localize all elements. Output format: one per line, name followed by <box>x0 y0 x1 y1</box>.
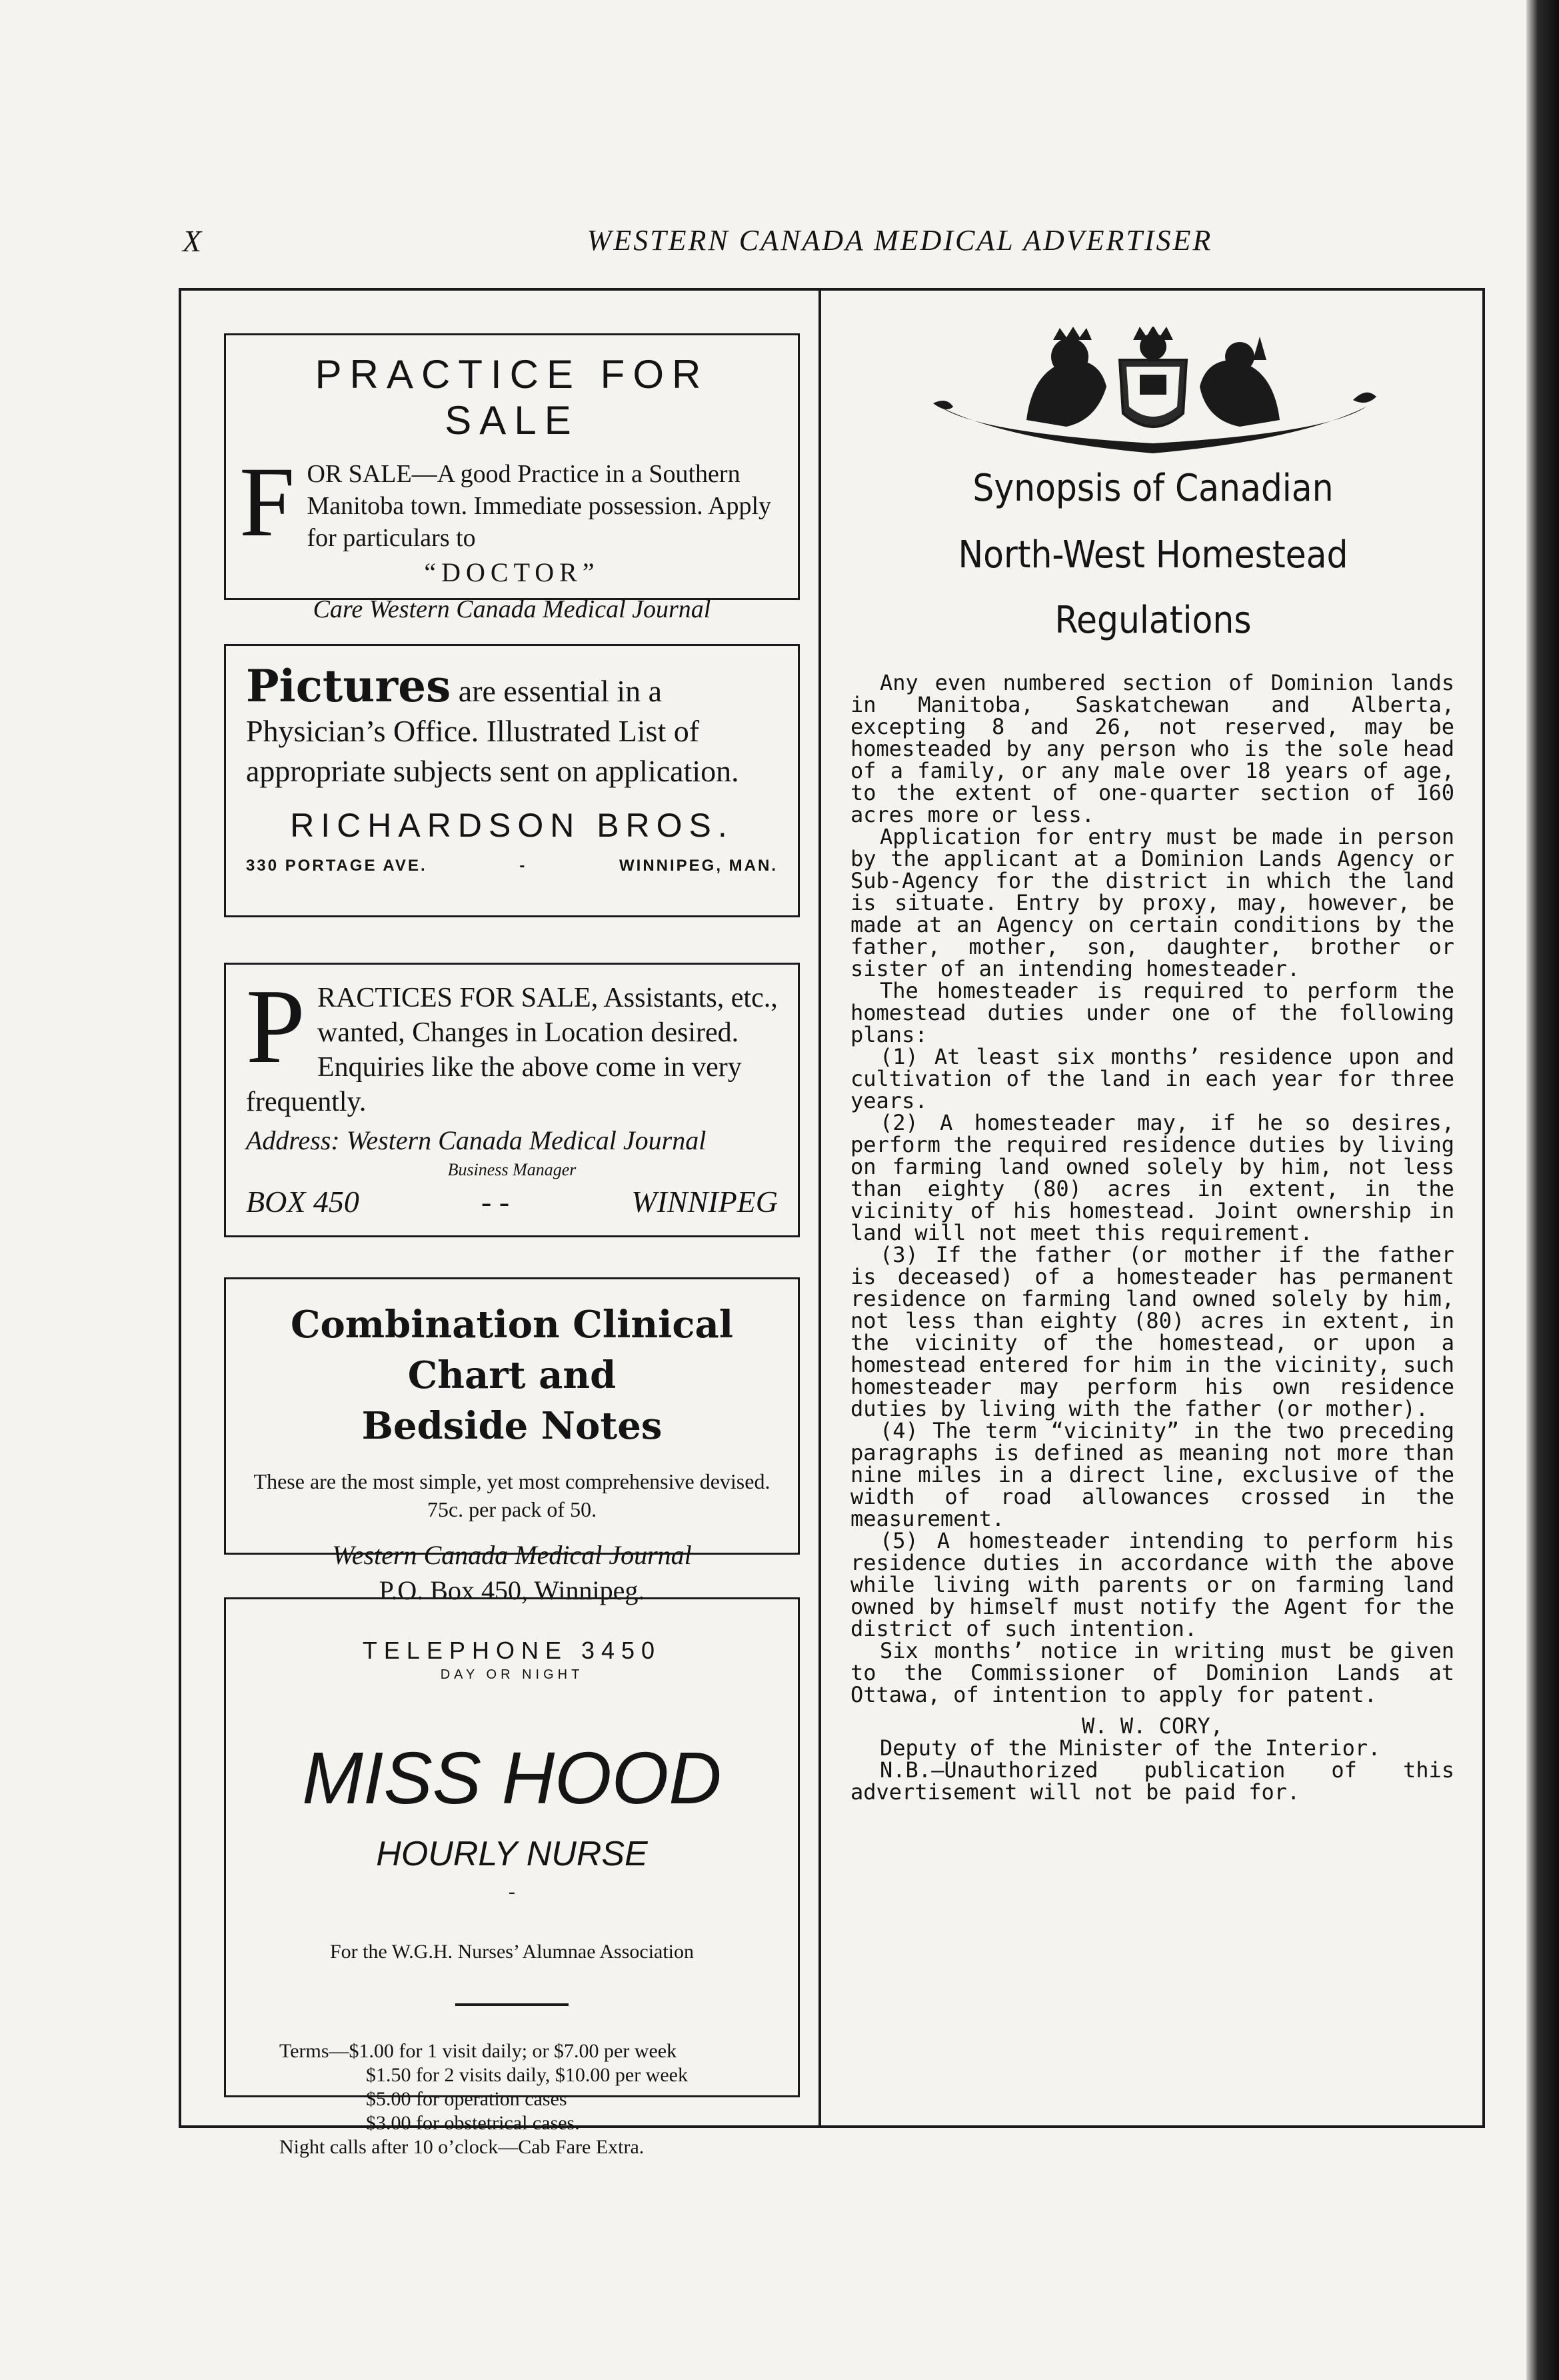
term-line: $1.50 for 2 visits daily, $10.00 per week <box>366 2064 688 2086</box>
street: 330 PORTAGE AVE. <box>246 857 427 875</box>
term-line: $5.00 for operation cases <box>366 2088 567 2110</box>
paragraph: Application for entry must be made in person by the applicant at a Dominion Lands Agency or Sub-Agency for the district in which the land is situate. Entry by proxy, may, however, be made at an Agency on certain conditions by the father, mother, son, daughter, brother or sister of an intending homesteader. <box>850 824 1454 981</box>
scan-edge <box>1526 0 1559 2380</box>
drop-cap: P <box>246 967 305 1085</box>
page-numeral: X <box>183 224 202 258</box>
separator: - <box>519 857 527 875</box>
term-line: $3.00 for obstetrical cases. <box>366 2112 580 2134</box>
ad-body <box>239 447 784 557</box>
drop-cap: F <box>239 447 295 557</box>
ad-practice-for-sale <box>224 333 800 623</box>
nurse-name: MISS HOOD <box>302 1737 722 1819</box>
telephone: TELEPHONE 3450 <box>362 1637 662 1664</box>
ad-body <box>246 660 778 791</box>
ad-body <box>246 967 778 1119</box>
running-title: WESTERN CANADA MEDICAL ADVERTISER <box>587 224 1213 257</box>
ad-address <box>246 1125 778 1156</box>
dash: - <box>509 1881 515 1903</box>
ad-pictures <box>224 644 800 917</box>
ad-text: are essential in a Physician’s Office. Illustrated List of appropriate subjects sent on application. <box>246 674 739 788</box>
paragraph: (1) At least six months’ residence upon and cultivation of the land in each year for three years. <box>850 1044 1454 1113</box>
ad-practices <box>224 963 800 1237</box>
city: WINNIPEG, MAN. <box>619 857 778 875</box>
ad-clinical-chart <box>224 1277 800 1605</box>
synopsis-body <box>850 672 1454 1803</box>
ad-care-of: Care Western Canada Medical Journal <box>313 595 711 623</box>
po-box: P.O. Box 450, Winnipeg. <box>379 1575 645 1605</box>
term-line: Night calls after 10 o’clock—Cab Fare Extra. <box>279 2136 645 2158</box>
ad-description: These are the most simple, yet most comprehensive devised. 75c. per pack of 50. <box>253 1469 771 1521</box>
paragraph: (4) The term “vicinity” in the two preceding paragraphs is defined as meaning not more than nine miles in a direct line, exclusive of the width of road allowances crossed in the measurement. <box>850 1418 1454 1531</box>
lead-word: Pictures <box>246 660 451 712</box>
ad-text: RACTICES FOR SALE, Assistants, etc., wanted, Changes in Location desired. Enquiries like the above come in very frequently. <box>246 983 778 1117</box>
paragraph: (2) A homesteader may, if he so desires, perform the required residence duties by living on farming land owned solely by him, not less than eighty (80) acres in extent, in the vicinity of his homestead. Joint ownership in land will not meet this requirement. <box>850 1110 1454 1245</box>
firm-name: RICHARDSON BROS. <box>290 807 734 844</box>
signatory-title: Deputy of the Minister of the Interior. <box>880 1735 1381 1761</box>
firm-address <box>246 857 778 875</box>
business-manager: Business Manager <box>447 1160 577 1179</box>
column-divider <box>818 291 821 2125</box>
royal-crest-icon <box>926 327 1380 460</box>
city: WINNIPEG <box>631 1185 778 1219</box>
publisher: Western Canada Medical Journal <box>332 1540 692 1570</box>
publication-note: N.B.—Unauthorized publication of this advertisement will not be paid for. <box>850 1757 1454 1805</box>
ad-signature: “DOCTOR” <box>424 557 600 587</box>
paragraph: Six months’ notice in writing must be given to the Commissioner of Dominion Lands at Ottawa, of intention to apply for patent. <box>850 1638 1454 1707</box>
synopsis-title-line-3: Regulations <box>1054 599 1252 642</box>
ad-title-line-1: Combination Clinical Chart and <box>290 1303 734 1397</box>
address-value: Western Canada Medical Journal <box>346 1125 707 1155</box>
synopsis-title-line-1: Synopsis of Canadian <box>972 467 1334 510</box>
ad-nurse <box>224 1597 800 2158</box>
term-line: Terms—$1.00 for 1 visit daily; or $7.00 per week <box>279 2040 677 2062</box>
paragraph: (5) A homesteader intending to perform his residence duties in accordance with the above while living with parents or on farming land owned by himself must notify the Agent for the district of such intention. <box>850 1528 1454 1641</box>
paragraph: Any even numbered section of Dominion lands in Manitoba, Saskatchewan and Alberta, excepting 8 and 26, not reserved, may be homesteaded by any person who is the sole head of a family, or any male over 18 years of age, to the extent of one-quarter section of 160 acres more or less. <box>850 670 1454 827</box>
paragraph: The homesteader is required to perform the homestead duties under one of the following plans: <box>850 978 1454 1047</box>
signatory: W. W. CORY, <box>1082 1713 1223 1739</box>
association: For the W.G.H. Nurses’ Alumnae Association <box>329 1941 695 1963</box>
nurse-role: HOURLY NURSE <box>376 1835 648 1873</box>
box-number: BOX 450 <box>246 1185 359 1219</box>
address-label: Address: <box>246 1125 340 1155</box>
terms <box>246 2039 778 2159</box>
day-night: DAY OR NIGHT <box>440 1667 584 1682</box>
ad-title-line-2: Bedside Notes <box>361 1404 663 1448</box>
paragraph: (3) If the father (or mother if the father is deceased) of a homesteader has permanent residence on farming land owned solely by him, not less than eighty (80) acres in extent, in the vicinity of the homestead, or upon a homestead entered for him in the vicinity, such homesteader may perform his own residence duties by living with the father (or mother). <box>850 1242 1454 1421</box>
ad-title: PRACTICE FOR SALE <box>315 352 709 443</box>
synopsis-title-line-2: North-West Homestead <box>958 533 1348 577</box>
ad-text: OR SALE—A good Practice in a Southern Manitoba town. Immediate possession. Apply for particulars to <box>307 460 772 552</box>
box-row <box>246 1184 778 1219</box>
rule <box>455 2003 569 2006</box>
separator: - - <box>481 1185 510 1219</box>
